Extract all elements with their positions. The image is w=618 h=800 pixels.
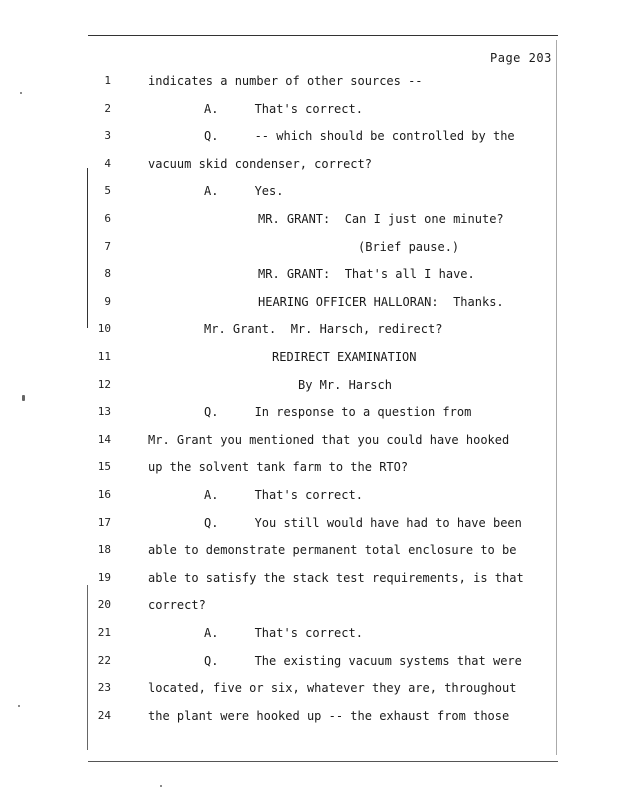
line-number: 21 bbox=[97, 626, 111, 639]
line-text: correct? bbox=[148, 598, 206, 613]
transcript-line bbox=[0, 514, 618, 532]
transcript-line bbox=[0, 569, 618, 587]
line-text: By Mr. Harsch bbox=[298, 377, 392, 392]
line-text: A. That's correct. bbox=[204, 101, 363, 116]
transcript-line bbox=[0, 707, 618, 725]
scan-speck bbox=[20, 92, 22, 94]
transcript-line bbox=[0, 403, 618, 421]
line-text: able to satisfy the stack test requirements, is that bbox=[148, 570, 524, 585]
line-number: 7 bbox=[104, 239, 111, 253]
transcript-line bbox=[0, 238, 618, 256]
line-text: Q. You still would have had to have been bbox=[204, 515, 522, 530]
line-number: 24 bbox=[97, 708, 111, 722]
line-text: located, five or six, whatever they are, throughout bbox=[148, 681, 517, 696]
line-number: 13 bbox=[97, 405, 111, 419]
line-text: MR. GRANT: Can I just one minute? bbox=[258, 212, 504, 226]
line-text: Q. In response to a question from bbox=[204, 405, 472, 420]
transcript-line bbox=[0, 541, 618, 559]
line-text: Q. The existing vacuum systems that were bbox=[204, 653, 522, 668]
transcript-line bbox=[0, 155, 618, 173]
top-rule bbox=[88, 35, 558, 36]
transcript-line bbox=[0, 320, 618, 338]
transcript-line bbox=[0, 293, 618, 311]
line-number: 20 bbox=[97, 598, 111, 612]
transcript-line bbox=[0, 458, 618, 476]
line-number: 23 bbox=[97, 681, 111, 695]
line-text: indicates a number of other sources -- bbox=[148, 74, 423, 88]
line-number: 12 bbox=[97, 377, 111, 391]
transcript-line bbox=[0, 376, 618, 394]
transcript-line bbox=[0, 182, 618, 200]
line-number: 18 bbox=[97, 543, 111, 557]
line-number: 15 bbox=[97, 460, 111, 474]
line-number: 22 bbox=[97, 653, 111, 667]
line-number: 3 bbox=[104, 129, 111, 143]
line-text: vacuum skid condenser, correct? bbox=[148, 156, 372, 171]
line-text: up the solvent tank farm to the RTO? bbox=[148, 460, 409, 475]
line-text: MR. GRANT: That's all I have. bbox=[258, 267, 475, 282]
transcript-line bbox=[0, 624, 618, 642]
transcript-line bbox=[0, 348, 618, 366]
line-text: Mr. Grant. Mr. Harsch, redirect? bbox=[204, 322, 443, 337]
transcript-line bbox=[0, 127, 618, 145]
transcript-line bbox=[0, 652, 618, 670]
transcript-line bbox=[0, 265, 618, 283]
line-number: 8 bbox=[104, 267, 111, 281]
line-number: 10 bbox=[97, 322, 111, 336]
line-number: 9 bbox=[104, 294, 111, 308]
page-number: Page 203 bbox=[490, 51, 552, 65]
transcript-line bbox=[0, 72, 618, 90]
transcript-line bbox=[0, 679, 618, 697]
line-text: able to demonstrate permanent total enclosure to be bbox=[148, 543, 517, 558]
line-text: REDIRECT EXAMINATION bbox=[272, 350, 417, 364]
line-number: 4 bbox=[104, 156, 111, 170]
scan-speck bbox=[160, 785, 162, 787]
line-text: A. That's correct. bbox=[204, 626, 363, 640]
line-number: 11 bbox=[97, 350, 111, 363]
line-number: 14 bbox=[97, 432, 111, 446]
transcript-line bbox=[0, 100, 618, 118]
transcript-line bbox=[0, 210, 618, 228]
line-number: 19 bbox=[97, 570, 111, 584]
transcript-line bbox=[0, 596, 618, 614]
transcript-line bbox=[0, 486, 618, 504]
line-number: 16 bbox=[97, 488, 111, 501]
bottom-rule bbox=[88, 761, 558, 762]
line-number: 6 bbox=[104, 212, 111, 225]
line-number: 1 bbox=[104, 74, 111, 87]
line-number: 17 bbox=[97, 515, 111, 529]
line-text: the plant were hooked up -- the exhaust from those bbox=[148, 708, 510, 723]
transcript-line bbox=[0, 431, 618, 449]
scan-speck bbox=[18, 705, 20, 707]
right-margin-line bbox=[556, 40, 557, 755]
line-text: (Brief pause.) bbox=[358, 239, 460, 254]
line-text: A. Yes. bbox=[204, 184, 284, 199]
line-text: Q. -- which should be controlled by the bbox=[204, 129, 515, 144]
line-text: HEARING OFFICER HALLORAN: Thanks. bbox=[258, 294, 504, 309]
scan-speck bbox=[22, 395, 25, 401]
line-text: A. That's correct. bbox=[204, 488, 363, 502]
line-number: 2 bbox=[104, 101, 111, 115]
line-text: Mr. Grant you mentioned that you could have hooked bbox=[148, 432, 510, 447]
line-number: 5 bbox=[104, 184, 111, 198]
